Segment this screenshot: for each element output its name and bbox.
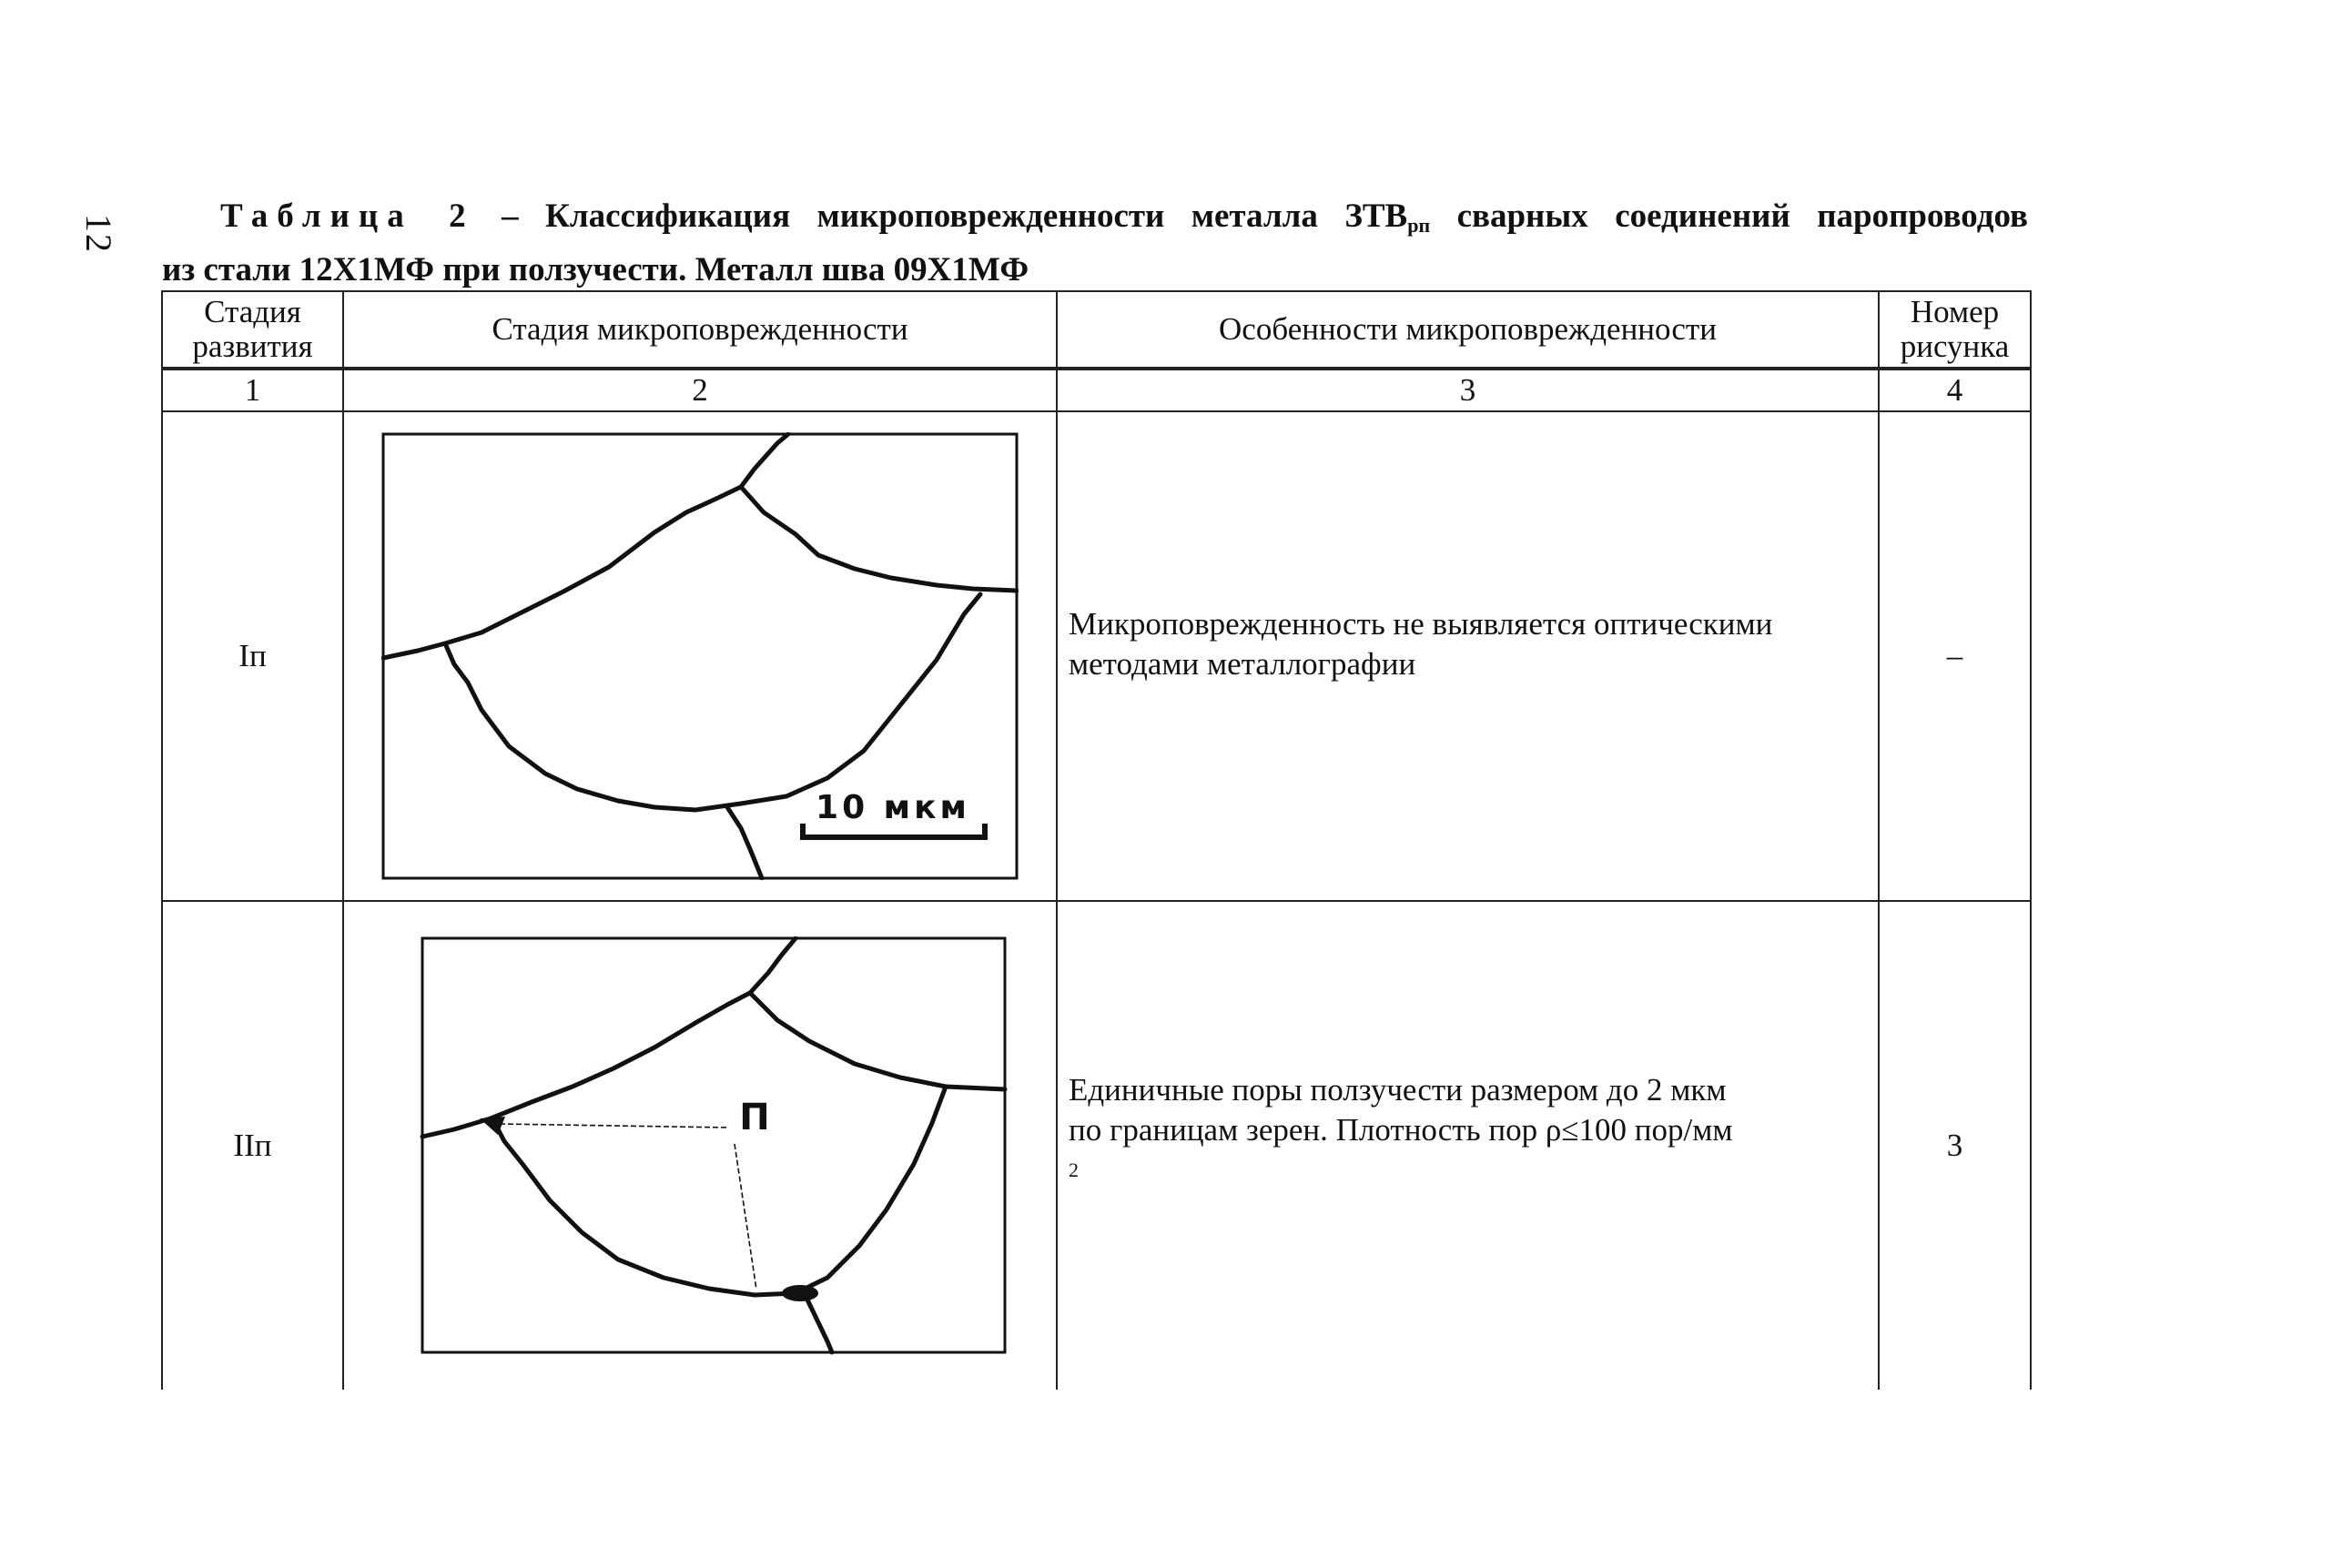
- column-number: 3: [1057, 369, 1879, 411]
- damage-description: [1057, 901, 1879, 1390]
- column-number: 2: [343, 369, 1057, 411]
- description-text-part: по границам зерен. Плотность пор ρ≤100 пор/мм: [1069, 1111, 1733, 1148]
- caption-label: Таблица 2: [220, 197, 475, 235]
- grain-boundary-diagram-2: [381, 936, 1019, 1355]
- column-number: 4: [1879, 369, 2031, 411]
- column-number-row: [162, 369, 2031, 411]
- classification-table: [161, 290, 2032, 1390]
- stage-label: Iп: [162, 411, 343, 901]
- description-text: [1069, 1110, 1869, 1199]
- microstructure-figure-cell: [343, 901, 1057, 1390]
- pore-marker: [782, 1285, 818, 1301]
- header-damage-features: Особенности микроповрежденности: [1057, 291, 1879, 369]
- table-row: [162, 411, 2031, 901]
- figure-number: 3: [1879, 901, 2031, 1390]
- stage-label: IIп: [162, 901, 343, 1390]
- damage-description: [1057, 411, 1879, 901]
- pore-label: П: [739, 1097, 770, 1138]
- caption-dash: –: [502, 197, 519, 235]
- microstructure-figure-cell: [343, 411, 1057, 901]
- table-caption: [162, 194, 2028, 292]
- caption-title-part2: сварных соединений паропроводов: [1456, 197, 2029, 235]
- column-number: 1: [162, 369, 343, 411]
- caption-line-1: [162, 194, 2028, 248]
- caption-title-part1: Классификация микроповрежденности металла ЗТВ: [545, 197, 1408, 235]
- grain-boundary-diagram-1: [381, 432, 1019, 880]
- scale-bar-label: 10 мкм: [816, 789, 970, 826]
- description-text: Микроповрежденность не выявляется оптическими методами металлографии: [1069, 606, 1773, 682]
- caption-line-2: из стали 12Х1МФ при ползучести. Металл шва 09Х1МФ: [162, 251, 1029, 288]
- header-stage-development: Стадия развития: [162, 291, 343, 369]
- table-row: [162, 901, 2031, 1390]
- page-number: 12: [78, 214, 119, 254]
- header-figure-number: Номер рисунка: [1879, 291, 2031, 369]
- table-header-row: [162, 291, 2031, 369]
- figure-number: –: [1879, 411, 2031, 901]
- caption-subscript: рп: [1407, 214, 1431, 237]
- description-text: Единичные поры ползучести размером до 2 мкм: [1069, 1071, 1727, 1108]
- header-damage-stage: Стадия микроповрежденности: [343, 291, 1057, 369]
- description-superscript: 2: [1069, 1158, 1079, 1181]
